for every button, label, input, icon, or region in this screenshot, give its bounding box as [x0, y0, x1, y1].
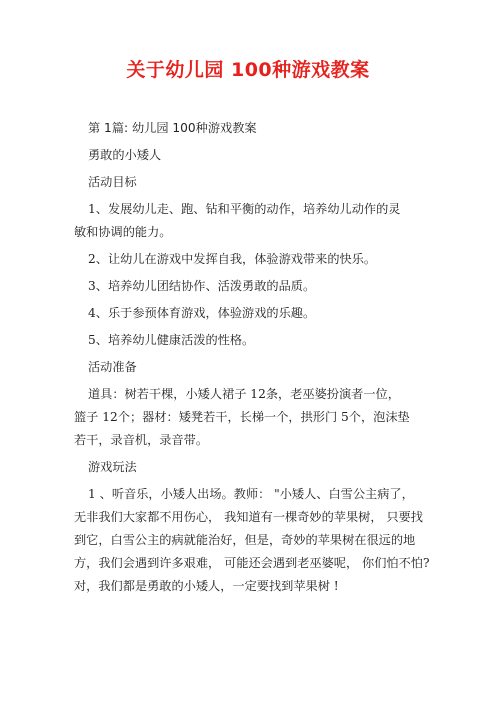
preparation-line-1: 道具：树若干棵，小矮人裙子 12条，老巫婆扮演者一位，: [88, 387, 400, 401]
preparation-line-3: 若干，录音机，录音带。: [74, 433, 209, 447]
gameplay-line-3: 到它，白雪公主的病就能治好，但是，奇妙的苹果树在很远的地: [74, 533, 416, 547]
goal-1-line-2: 敏和协调的能力。: [74, 225, 172, 239]
document-title: 关于幼儿园 100种游戏教案: [126, 59, 370, 81]
section-heading-preparation: 活动准备: [88, 360, 137, 374]
section-heading-goals: 活动目标: [88, 175, 137, 189]
section-heading-gameplay: 游戏玩法: [88, 460, 137, 474]
gameplay-line-5: 对，我们都是勇敢的小矮人，一定要找到苹果树 !: [74, 579, 339, 593]
gameplay-line-2: 无非我们大家都不用伤心， 我知道有一棵奇妙的苹果树， 只要找: [74, 510, 423, 524]
gameplay-line-4: 方，我们会遇到许多艰难， 可能还会遇到老巫婆呢， 你们怕不怕?: [74, 556, 430, 570]
goal-3: 3、培养幼儿团结协作、活泼勇敢的品质。: [88, 279, 316, 293]
goal-5: 5、培养幼儿健康活泼的性格。: [88, 333, 255, 347]
preparation-line-2: 篮子 12个；器材：矮凳若干，长梯一个，拱形门 5个，泡沫垫: [74, 410, 410, 424]
goal-4: 4、乐于参预体育游戏，体验游戏的乐趣。: [88, 306, 316, 320]
game-title: 勇敢的小矮人: [88, 148, 162, 162]
gameplay-line-1: 1 、听音乐，小矮人出场。教师： "小矮人、白雪公主病了，: [88, 487, 414, 501]
goal-1-line-1: 1、发展幼儿走、跑、钻和平衡的动作，培养幼儿动作的灵: [88, 202, 401, 216]
goal-2: 2、让幼儿在游戏中发挥自我，体验游戏带来的快乐。: [88, 252, 377, 266]
chapter-heading: 第 1篇: 幼儿园 100种游戏教案: [88, 121, 257, 135]
